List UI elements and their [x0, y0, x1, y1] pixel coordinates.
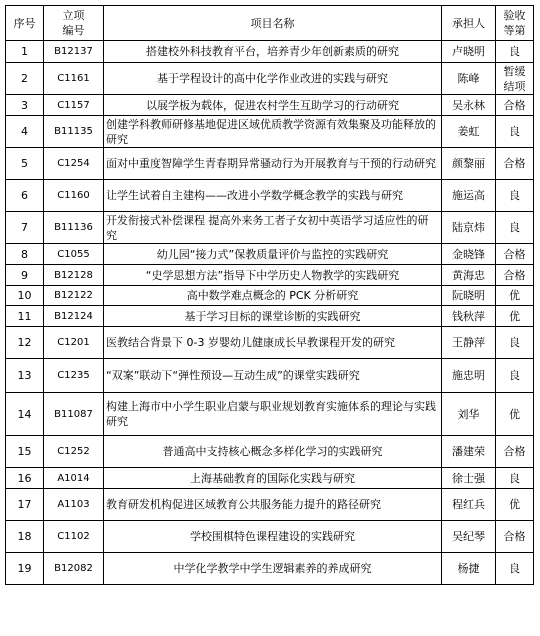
- row-owner: 徐士强: [442, 468, 496, 489]
- table-row: [6, 265, 534, 286]
- row-acceptance-grade: 良: [496, 212, 534, 244]
- row-project-title: “双案”联动下“弹性预设—互动生成”的课堂实践研究: [104, 359, 442, 393]
- row-acceptance-grade: 良: [496, 468, 534, 489]
- row-project-title: 开发衔接式补偿课程 提高外来务工者子女初中英语学习适应性的研究: [104, 212, 442, 244]
- row-serial-number: 7: [6, 212, 44, 244]
- table-row: [6, 180, 534, 212]
- row-project-code: C1235: [44, 359, 104, 393]
- row-acceptance-grade: 良: [496, 116, 534, 148]
- row-project-code: C1254: [44, 148, 104, 180]
- row-owner: 卢晓明: [442, 41, 496, 63]
- row-acceptance-grade: 良: [496, 327, 534, 359]
- row-project-title: 让学生试着自主建构——改进小学数学概念教学的实践与研究: [104, 180, 442, 212]
- table-row: [6, 553, 534, 585]
- row-project-code: B11135: [44, 116, 104, 148]
- row-acceptance-grade: 合格: [496, 244, 534, 265]
- table-row: [6, 521, 534, 553]
- row-project-code: B12124: [44, 306, 104, 327]
- row-project-code: A1103: [44, 489, 104, 521]
- row-project-title: 创建学科教师研修基地促进区域优质教学资源有效集聚及功能释放的研究: [104, 116, 442, 148]
- row-project-title: 构建上海市中小学生职业启蒙与职业规划教育实施体系的理论与实践研究: [104, 393, 442, 436]
- row-acceptance-grade: 合格: [496, 436, 534, 468]
- row-project-title: 普通高中支持核心概念多样化学习的实践研究: [104, 436, 442, 468]
- row-owner: 杨捷: [442, 553, 496, 585]
- row-owner: 王静萍: [442, 327, 496, 359]
- row-project-title: 基于学程设计的高中化学作业改进的实践与研究: [104, 63, 442, 95]
- row-owner: 颜黎丽: [442, 148, 496, 180]
- row-owner: 程红兵: [442, 489, 496, 521]
- row-project-code: C1157: [44, 95, 104, 116]
- row-acceptance-grade: 良: [496, 41, 534, 63]
- row-acceptance-grade: 暂缓 结项: [496, 63, 534, 95]
- row-serial-number: 11: [6, 306, 44, 327]
- row-acceptance-grade: 良: [496, 553, 534, 585]
- row-project-title: 学校围棋特色课程建设的实践研究: [104, 521, 442, 553]
- row-acceptance-grade: 合格: [496, 148, 534, 180]
- table-row: [6, 306, 534, 327]
- table-row: [6, 63, 534, 95]
- table-row: [6, 116, 534, 148]
- row-owner: 吴永林: [442, 95, 496, 116]
- header-acceptance-grade: 验收 等第: [496, 6, 534, 41]
- row-owner: 刘华: [442, 393, 496, 436]
- header-project-code: 立项 编号: [44, 6, 104, 41]
- row-acceptance-grade: 合格: [496, 521, 534, 553]
- table-row: [6, 95, 534, 116]
- header-project-title: 项目名称: [104, 6, 442, 41]
- row-project-code: C1055: [44, 244, 104, 265]
- row-owner: 钱秋萍: [442, 306, 496, 327]
- row-acceptance-grade: 合格: [496, 265, 534, 286]
- row-acceptance-grade: 良: [496, 180, 534, 212]
- row-project-code: B11087: [44, 393, 104, 436]
- row-project-title: 高中数学难点概念的 PCK 分析研究: [104, 286, 442, 306]
- table-row: [6, 212, 534, 244]
- project-acceptance-table: [5, 5, 534, 585]
- row-owner: 施忠明: [442, 359, 496, 393]
- row-project-code: B12128: [44, 265, 104, 286]
- row-owner: 陈峰: [442, 63, 496, 95]
- row-acceptance-grade: 合格: [496, 95, 534, 116]
- row-acceptance-grade: 良: [496, 359, 534, 393]
- row-serial-number: 12: [6, 327, 44, 359]
- row-acceptance-grade: 优: [496, 286, 534, 306]
- table-row: [6, 286, 534, 306]
- row-owner: 阮晓明: [442, 286, 496, 306]
- row-serial-number: 3: [6, 95, 44, 116]
- row-owner: 吴纪琴: [442, 521, 496, 553]
- row-serial-number: 13: [6, 359, 44, 393]
- row-serial-number: 8: [6, 244, 44, 265]
- row-project-code: C1102: [44, 521, 104, 553]
- table-row: [6, 244, 534, 265]
- table-row: [6, 489, 534, 521]
- row-owner: 施运高: [442, 180, 496, 212]
- table-row: [6, 468, 534, 489]
- row-project-code: C1252: [44, 436, 104, 468]
- row-owner: 金晓锋: [442, 244, 496, 265]
- row-project-title: 上海基础教育的国际化实践与研究: [104, 468, 442, 489]
- row-project-title: 中学化学教学中学生逻辑素养的养成研究: [104, 553, 442, 585]
- row-owner: 陆京炜: [442, 212, 496, 244]
- table-row: [6, 41, 534, 63]
- row-serial-number: 14: [6, 393, 44, 436]
- row-owner: 潘建荣: [442, 436, 496, 468]
- row-serial-number: 10: [6, 286, 44, 306]
- row-owner: 黄海忠: [442, 265, 496, 286]
- row-project-title: 基于学习目标的课堂诊断的实践研究: [104, 306, 442, 327]
- row-project-title: 面对中重度智障学生青春期异常骚动行为开展教育与干预的行动研究: [104, 148, 442, 180]
- row-project-title: 医教结合背景下 0-3 岁婴幼儿健康成长早教课程开发的研究: [104, 327, 442, 359]
- row-serial-number: 2: [6, 63, 44, 95]
- row-serial-number: 15: [6, 436, 44, 468]
- table-row: [6, 436, 534, 468]
- row-project-title: 幼儿园“接力式”保教质量评价与监控的实践研究: [104, 244, 442, 265]
- row-project-code: A1014: [44, 468, 104, 489]
- table-row: [6, 148, 534, 180]
- header-owner: 承担人: [442, 6, 496, 41]
- row-serial-number: 6: [6, 180, 44, 212]
- row-acceptance-grade: 优: [496, 393, 534, 436]
- row-project-title: 以展学板为载体，促进农村学生互助学习的行动研究: [104, 95, 442, 116]
- row-project-code: B12122: [44, 286, 104, 306]
- row-project-code: B11136: [44, 212, 104, 244]
- row-acceptance-grade: 优: [496, 306, 534, 327]
- row-serial-number: 4: [6, 116, 44, 148]
- row-project-title: 教育研发机构促进区域教育公共服务能力提升的路径研究: [104, 489, 442, 521]
- row-project-title: 搭建校外科技教育平台，培养青少年创新素质的研究: [104, 41, 442, 63]
- header-serial-number: 序号: [6, 6, 44, 41]
- row-serial-number: 17: [6, 489, 44, 521]
- table-row: [6, 327, 534, 359]
- row-project-code: C1160: [44, 180, 104, 212]
- row-project-title: “史学思想方法”指导下中学历史人物教学的实践研究: [104, 265, 442, 286]
- table-row: [6, 393, 534, 436]
- row-serial-number: 18: [6, 521, 44, 553]
- row-serial-number: 19: [6, 553, 44, 585]
- row-serial-number: 16: [6, 468, 44, 489]
- table-row: [6, 359, 534, 393]
- row-serial-number: 9: [6, 265, 44, 286]
- row-project-code: B12082: [44, 553, 104, 585]
- row-serial-number: 1: [6, 41, 44, 63]
- row-acceptance-grade: 优: [496, 489, 534, 521]
- row-serial-number: 5: [6, 148, 44, 180]
- row-project-code: C1161: [44, 63, 104, 95]
- row-project-code: C1201: [44, 327, 104, 359]
- table-header-row: [6, 6, 534, 41]
- row-project-code: B12137: [44, 41, 104, 63]
- row-owner: 姜虹: [442, 116, 496, 148]
